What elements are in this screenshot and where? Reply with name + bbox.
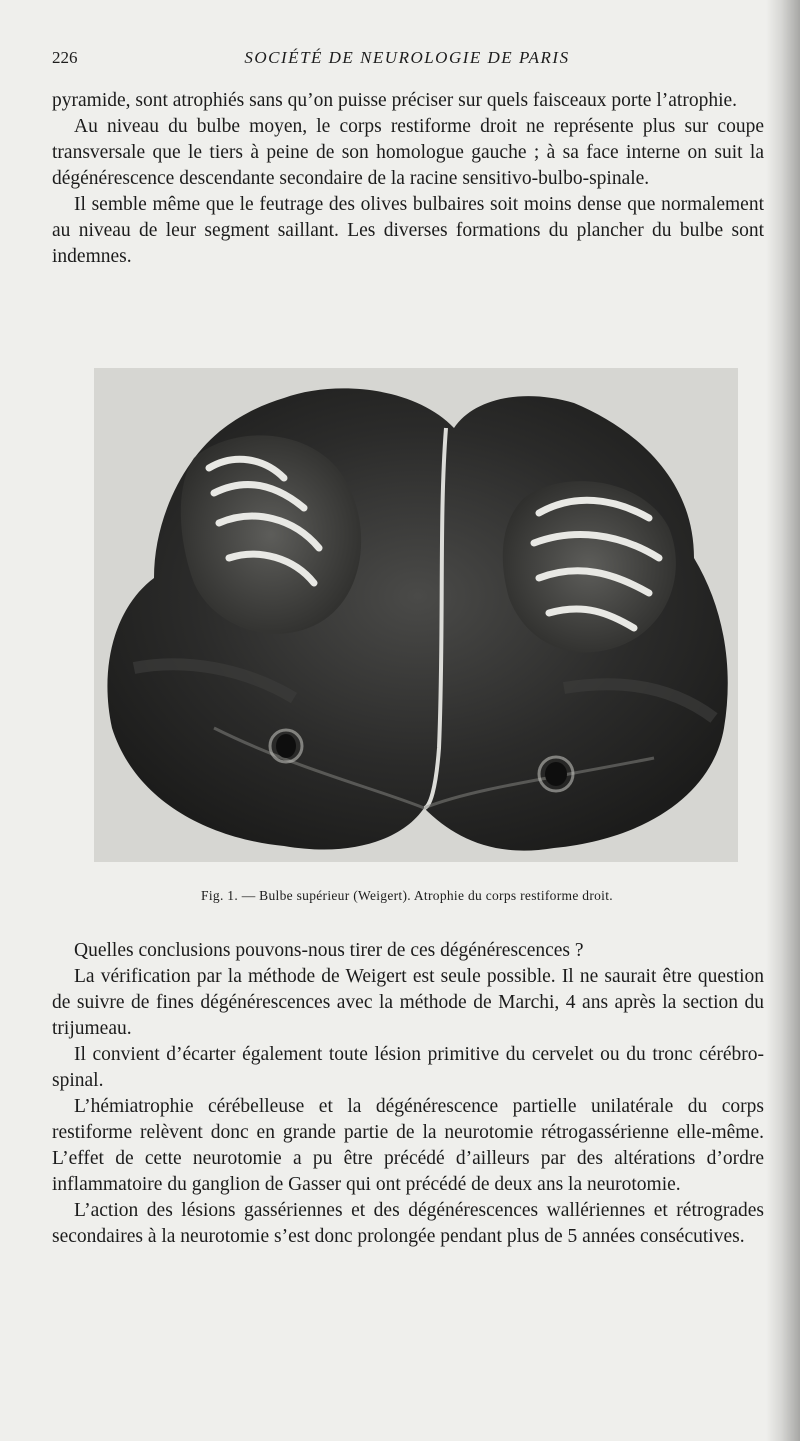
paragraph: Quelles conclusions pouvons-nous tirer de ces dégénérescences ? [74, 940, 584, 961]
figure-caption: Fig. 1. — Bulbe supérieur (Weigert). Atrophie du corps restiforme droit. [201, 888, 613, 903]
paragraph: Au niveau du bulbe moyen, le corps restiforme droit ne représente plus sur coupe transversale que le tiers à peine de son homologue gauche ; à sa face interne on suit la dégénérescence descendante secondaire de la racine sensitivo-bulbo-spinale. [52, 116, 764, 189]
paragraph: L’action des lésions gassériennes et des dégénérescences wallériennes et rétrogrades secondaires à la neurotomie s’est donc prolongée pendant plus de 5 années consécutives. [52, 1200, 764, 1247]
paragraph: La vérification par la méthode de Weigert est seule possible. Il ne saurait être question de suivre de fines dégénérescences avec la méthode de Marchi, 4 ans après la section du trijumeau. [52, 966, 764, 1039]
page-number: 226 [52, 48, 78, 67]
paragraph: pyramide, sont atrophiés sans qu’on puisse préciser sur quels faisceaux porte l’atrophie. [52, 90, 738, 111]
figure-brainstem-section [94, 368, 738, 862]
paragraph: L’hémiatrophie cérébelleuse et la dégénérescence partielle unilatérale du corps restiforme relèvent donc en grande partie de la neurotomie rétrogassérienne elle-même. L’effet de cette neurotomie a pu être précédé d’ailleurs par des altérations d’ordre inflammatoire du ganglion de Gasser qui ont précédé de deux ans la neurotomie. [52, 1096, 764, 1195]
paragraph: Il semble même que le feutrage des olives bulbaires soit moins dense que normalement au niveau de leur segment saillant. Les diverses formations du plancher du bulbe sont indemnes. [52, 194, 764, 267]
running-title: SOCIÉTÉ DE NEUROLOGIE DE PARIS [244, 48, 570, 67]
page-edge-shadow [766, 0, 800, 1441]
paragraph: Il convient d’écarter également toute lésion primitive du cervelet ou du tronc cérébro-spinal. [52, 1044, 764, 1091]
body-text-bottom [52, 938, 764, 1250]
brainstem-section-image [94, 368, 738, 862]
body-text-top [52, 88, 764, 270]
page-header [52, 48, 762, 72]
